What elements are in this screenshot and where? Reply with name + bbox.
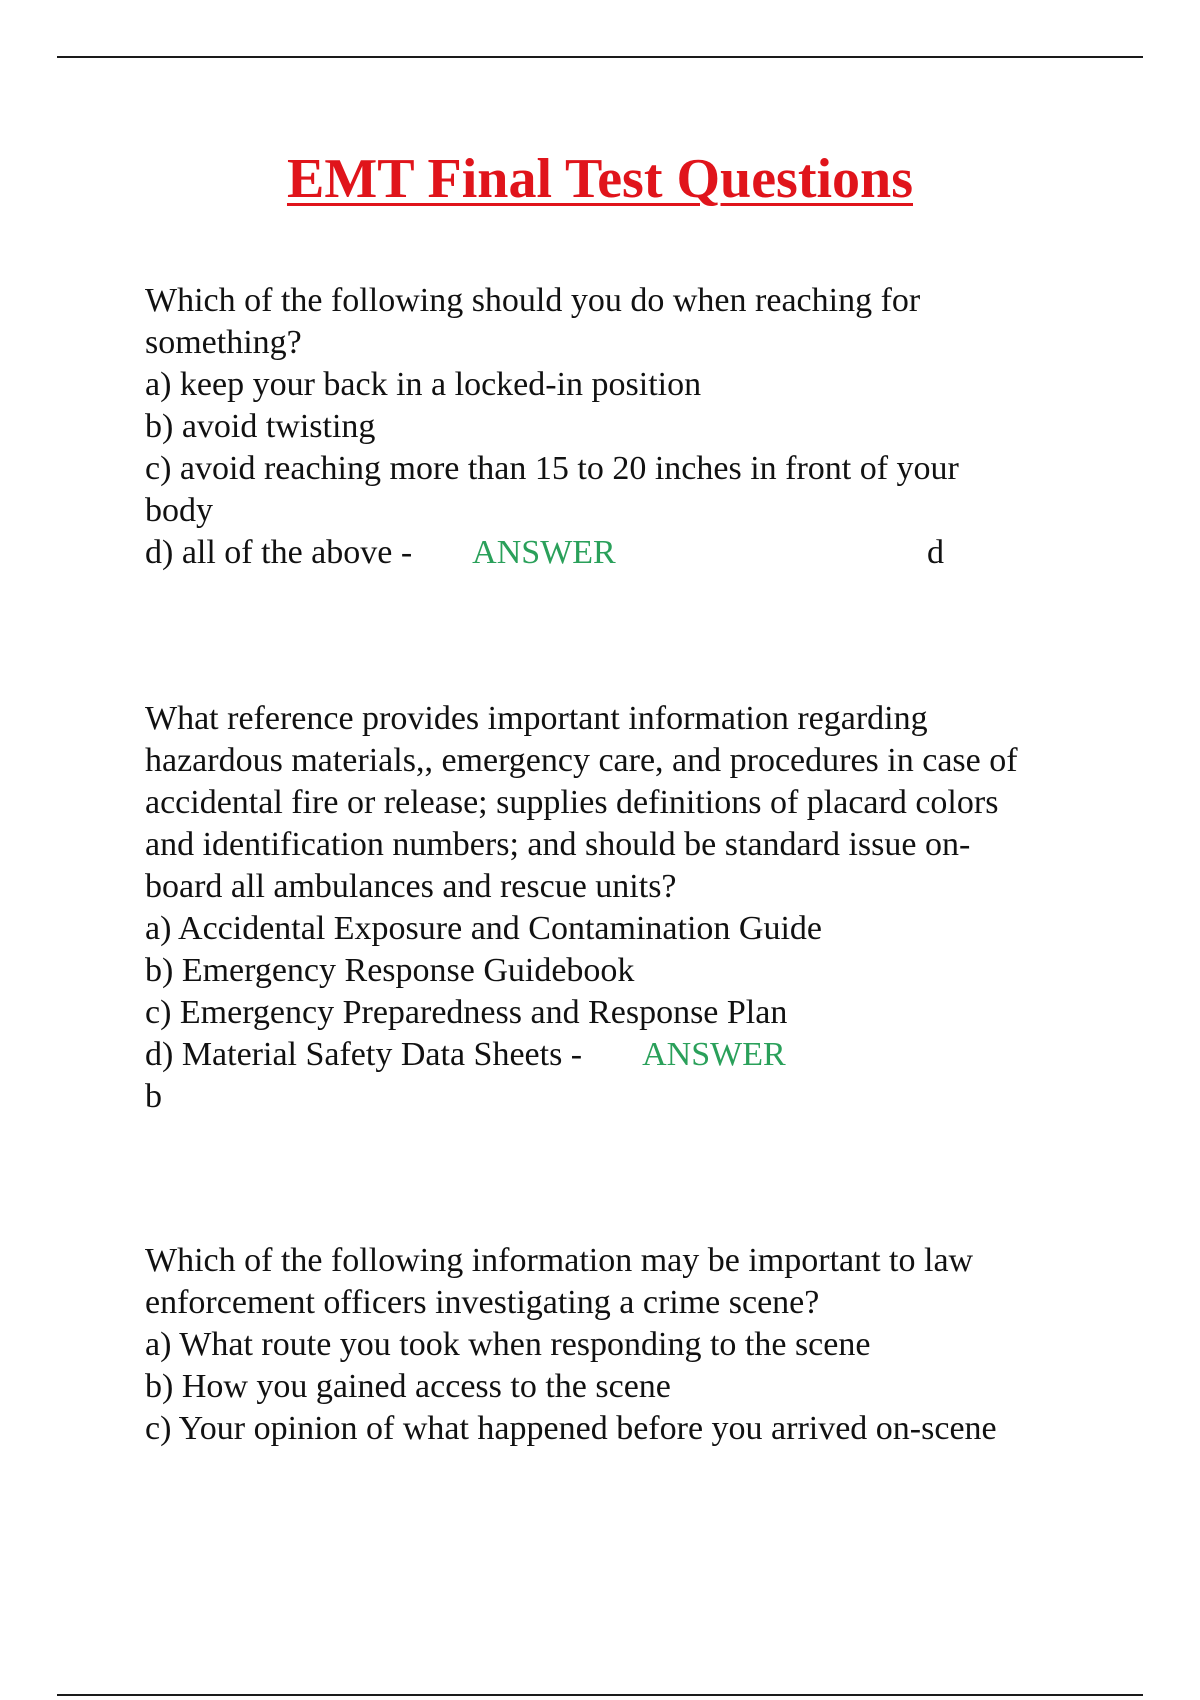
answer-value: b (145, 1078, 162, 1115)
answer-label: ANSWER (642, 1036, 786, 1073)
title-text: EMT Final Test Questions (286, 148, 913, 210)
option-c: c) Your opinion of what happened before you arrived on-scene (145, 1410, 997, 1447)
option-b: b) avoid twisting (145, 408, 376, 445)
question-line: Which of the following should you do when reaching for (145, 282, 921, 319)
option-d: d) all of the above - (145, 534, 413, 571)
question-line: What reference provides important information regarding (145, 700, 928, 737)
question-3 (145, 1240, 1095, 1450)
bottom-rule (57, 1694, 1143, 1696)
question-line: board all ambulances and rescue units? (145, 868, 677, 905)
option-c: c) avoid reaching more than 15 to 20 inches in front of your (145, 450, 959, 487)
answer-label: ANSWER (472, 534, 616, 571)
question-1 (145, 280, 1095, 574)
option-d-row (145, 1034, 1095, 1076)
option-b: b) Emergency Response Guidebook (145, 952, 635, 989)
option-a: a) Accidental Exposure and Contamination Guide (145, 910, 822, 947)
page-title (0, 147, 1200, 211)
option-d-row (145, 532, 1095, 574)
question-line: enforcement officers investigating a crime scene? (145, 1284, 820, 1321)
top-rule (57, 56, 1143, 58)
option-c: c) Emergency Preparedness and Response Plan (145, 994, 788, 1031)
question-line: accidental fire or release; supplies definitions of placard colors (145, 784, 999, 821)
question-line: Which of the following information may be important to law (145, 1242, 974, 1279)
question-line: hazardous materials,, emergency care, and procedures in case of (145, 742, 1018, 779)
question-line: something? (145, 324, 302, 361)
option-a: a) What route you took when responding to the scene (145, 1326, 871, 1363)
option-a: a) keep your back in a locked-in position (145, 366, 702, 403)
question-2 (145, 698, 1095, 1118)
option-c-continuation: body (145, 492, 213, 529)
option-b: b) How you gained access to the scene (145, 1368, 671, 1405)
answer-value: d (927, 534, 944, 571)
question-line: and identification numbers; and should be standard issue on- (145, 826, 971, 863)
option-d: d) Material Safety Data Sheets - (145, 1036, 583, 1073)
